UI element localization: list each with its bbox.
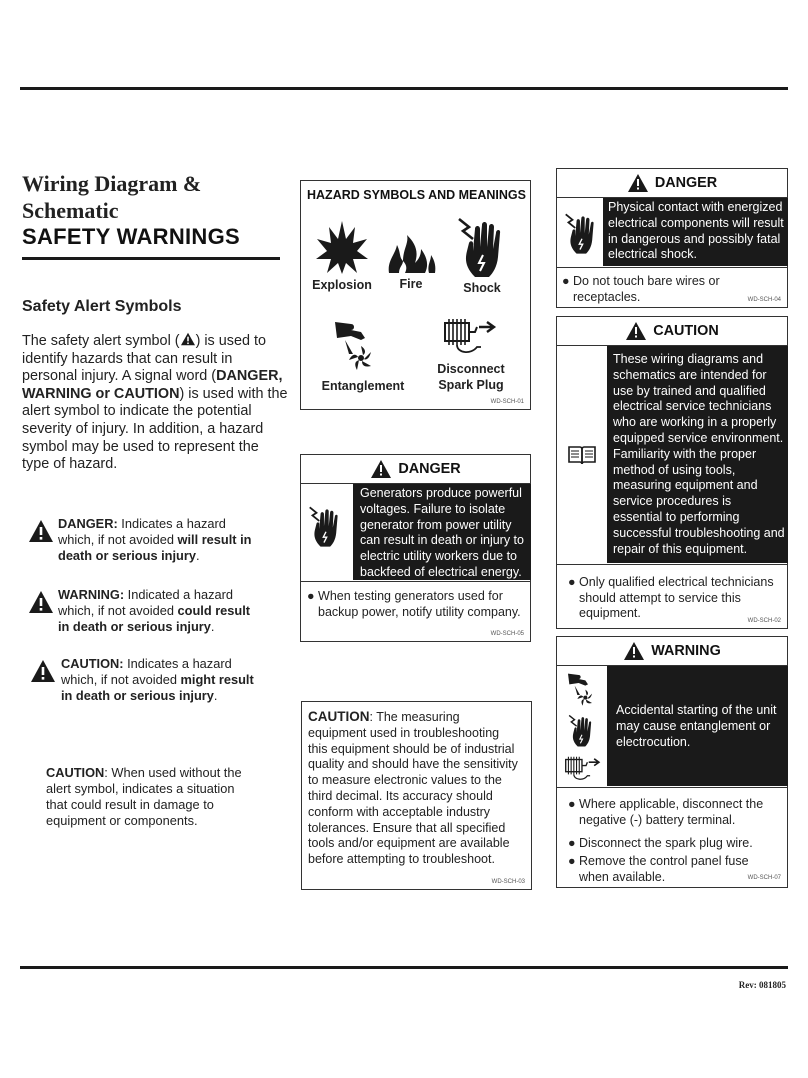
page-title-safety: SAFETY WARNINGS: [22, 224, 241, 249]
shock-icon: [567, 711, 597, 751]
caution-qualified-message: These wiring diagrams and schematics are intended for use by trained and qualified electrical service technicians who are working in a properly equipped service environment. Familiarity with the proper method of using tools, measuring equipment and service procedures is essential to performing successful troubleshooting and repair of this equipment.: [607, 346, 788, 563]
alert-triangle-icon: [30, 658, 56, 684]
code-label: WD-SCH-01: [490, 399, 524, 405]
danger-contact-box: [556, 168, 788, 308]
code-label: WD-SCH-07: [747, 875, 781, 881]
alert-triangle-icon: [28, 518, 54, 544]
alert-triangle-icon: [28, 589, 54, 615]
danger-header: DANGER: [301, 455, 530, 484]
alert-triangle-icon: [180, 332, 196, 346]
caution-measuring-text: CAUTION: The measuring equipment used in troubleshooting this equipment should be of industrial quality and should have the sensitivity to measure electronic values to the third decimal. Its accuracy should conform with acceptable industry tolerances. Ensure that all specified tools and/or equipment are available before attempting to troubleshoot.: [308, 709, 518, 867]
alert-triangle-icon: [623, 641, 645, 661]
bullet-item: ● Do not touch bare wires or receptacles.: [562, 274, 720, 304]
entanglement-label: Entanglement: [321, 379, 405, 393]
code-label: WD-SCH-04: [747, 297, 781, 303]
fire-icon: [385, 233, 437, 275]
alert-triangle-icon: [627, 173, 649, 193]
intro-paragraph: The safety alert symbol ( ) is used to identify hazards that can result in personal injury. A signal word (DANGER, WARNING or CAUTION) is used with the alert symbol to indicate the potential severity of injury. In addition, a hazard symbol may be used to represent the type of hazard.: [22, 333, 288, 473]
danger-generators-message: Generators produce powerful voltages. Failure to isolate generator from power utility can result in death or injury to electric utility workers due to backfeed of electrical energy.: [353, 484, 531, 580]
section-heading: Safety Alert Symbols: [22, 298, 182, 315]
code-label: WD-SCH-05: [490, 631, 524, 637]
code-label: WD-SCH-03: [491, 879, 525, 885]
danger-generators-box: [300, 454, 531, 642]
explosion-label: Explosion: [312, 278, 372, 292]
manual-book-icon: [567, 444, 597, 466]
alert-triangle-icon: [625, 321, 647, 341]
top-rule: [20, 87, 788, 90]
bullet-item: ● Where applicable, disconnect the negative (-) battery terminal.: [568, 797, 764, 827]
code-label: WD-SCH-02: [747, 618, 781, 624]
alert-triangle-icon: [370, 459, 392, 479]
warning-starting-message: Accidental starting of the unit may cause entanglement or electrocution.: [607, 666, 788, 786]
caution-header: CAUTION: [557, 317, 787, 346]
danger-contact-message: Physical contact with energized electrical components will result in dangerous and possibly fatal electrical shock.: [603, 198, 788, 266]
entanglement-icon: [565, 671, 599, 707]
bullet-item: ● When testing generators used for backup power, notify utility company.: [307, 589, 521, 619]
caution-qualified-box: [556, 316, 788, 629]
spark-plug-icon: [441, 317, 503, 357]
page-title: Wiring Diagram & Schematic: [22, 171, 202, 223]
bullet-item: ● Remove the control panel fuse when available.: [568, 854, 749, 884]
shock-icon: [563, 207, 601, 261]
caution-note: CAUTION: When used without the alert symbol, indicates a situation that could result in damage to equipment or components.: [46, 765, 242, 828]
entanglement-icon: [331, 318, 381, 372]
divider: [301, 581, 530, 582]
hazard-box-title: HAZARD SYMBOLS AND MEANINGS: [307, 188, 526, 202]
divider: [557, 564, 787, 565]
spark-plug-icon: [563, 755, 605, 783]
divider: [557, 787, 787, 788]
shock-icon: [307, 497, 345, 557]
revision-label: Rev: 081805: [738, 980, 786, 990]
bullet-item: ● Only qualified electrical technicians should attempt to service this equipment.: [568, 575, 774, 620]
hazard-symbols-box: [300, 180, 531, 410]
explosion-icon: [315, 219, 369, 275]
bullet-item: ● Disconnect the spark plug wire.: [568, 836, 753, 850]
shock-icon: [455, 217, 511, 279]
warning-starting-box: [556, 636, 788, 888]
spark-plug-label: Disconnect Spark Plug: [437, 362, 505, 392]
fire-label: Fire: [399, 277, 423, 291]
shock-label: Shock: [463, 281, 501, 295]
title-underline: [22, 257, 280, 260]
bottom-rule: [20, 966, 788, 969]
danger-header: DANGER: [557, 169, 787, 198]
divider: [557, 267, 787, 268]
caution-measuring-box: [301, 701, 532, 890]
warning-header: WARNING: [557, 637, 787, 666]
